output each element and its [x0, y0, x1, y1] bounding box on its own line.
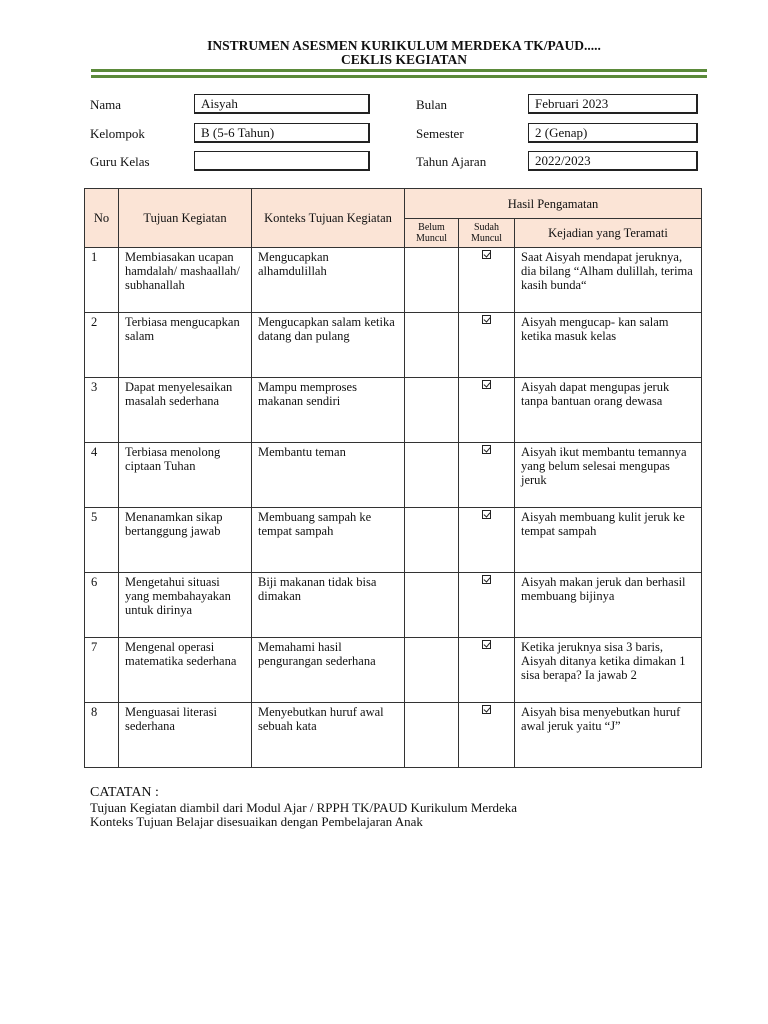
row-kejadian: [515, 638, 702, 703]
checklist-body: [85, 248, 702, 768]
checked-box-icon: [482, 250, 491, 259]
row-no: [85, 638, 119, 703]
row-belum-muncul[interactable]: [405, 573, 459, 638]
row-kejadian-text: Ketika jeruknya sisa 3 baris, Aisyah ditanya ketika dimakan 1 sisa berapa? Ia jawab 2: [521, 640, 686, 682]
table-row: [85, 638, 702, 703]
tahun-ajaran-field[interactable]: 2022/2023: [528, 151, 698, 171]
row-tujuan-text: Menanamkan sikap bertanggung jawab: [125, 510, 223, 538]
row-belum-muncul[interactable]: [405, 703, 459, 768]
row-kejadian: [515, 573, 702, 638]
row-sudah-muncul[interactable]: [459, 703, 515, 768]
row-no-text: 8: [91, 705, 98, 719]
row-konteks: [252, 248, 405, 313]
row-konteks: [252, 313, 405, 378]
table-row: [85, 313, 702, 378]
row-konteks: [252, 443, 405, 508]
row-sudah-muncul[interactable]: [459, 248, 515, 313]
notes-line-2: Konteks Tujuan Belajar disesuaikan dengan Pembelajaran Anak: [90, 814, 423, 829]
checked-box-icon: [482, 380, 491, 389]
row-konteks: [252, 508, 405, 573]
row-no-text: 3: [91, 380, 98, 394]
bulan-label: Bulan: [416, 97, 448, 112]
notes-line-1: Tujuan Kegiatan diambil dari Modul Ajar / RPPH TK/PAUD Kurikulum Merdeka: [90, 800, 518, 815]
row-kejadian: [515, 248, 702, 313]
row-tujuan-text: Terbiasa mengucapkan salam: [125, 315, 240, 343]
row-no: [85, 703, 119, 768]
guru-kelas-label: Guru Kelas: [90, 154, 150, 169]
row-konteks: [252, 703, 405, 768]
bulan-field[interactable]: Februari 2023: [528, 94, 698, 114]
document-title: [0, 39, 768, 67]
row-kejadian: [515, 313, 702, 378]
row-no: [85, 573, 119, 638]
nama-field[interactable]: Aisyah: [194, 94, 370, 114]
row-no-text: 1: [91, 250, 98, 264]
table-row: [85, 703, 702, 768]
row-tujuan: [119, 573, 252, 638]
row-kejadian-text: Aisyah mengucap- kan salam ketika masuk kelas: [521, 315, 669, 343]
title-divider-top: [91, 69, 707, 72]
row-no-text: 6: [91, 575, 98, 589]
row-konteks: [252, 638, 405, 703]
checked-box-icon: [482, 640, 491, 649]
semester-label: Semester: [416, 126, 464, 141]
table-row: [85, 508, 702, 573]
checklist-table: [84, 188, 702, 768]
table-row: [85, 248, 702, 313]
row-no-text: 5: [91, 510, 98, 524]
header-tujuan: Tujuan Kegiatan: [119, 189, 252, 248]
row-tujuan-text: Terbiasa menolong ciptaan Tuhan: [125, 445, 221, 473]
row-belum-muncul[interactable]: [405, 508, 459, 573]
row-sudah-muncul[interactable]: [459, 443, 515, 508]
row-sudah-muncul[interactable]: [459, 378, 515, 443]
row-konteks-text: Membantu teman: [258, 445, 346, 459]
row-konteks-text: Biji makanan tidak bisa dimakan: [258, 575, 377, 603]
tahun-ajaran-label: Tahun Ajaran: [416, 154, 487, 169]
row-tujuan-text: Mengetahui situasi yang membahayakan untuk dirinya: [125, 575, 231, 617]
row-no-text: 7: [91, 640, 98, 654]
row-kejadian-text: Aisyah dapat mengupas jeruk tanpa bantuan orang dewasa: [521, 380, 670, 408]
header-sudah-muncul: Sudah Muncul: [459, 219, 515, 248]
row-belum-muncul[interactable]: [405, 313, 459, 378]
row-konteks: [252, 378, 405, 443]
nama-label: Nama: [90, 97, 122, 112]
row-kejadian-text: Aisyah makan jeruk dan berhasil membuang bijinya: [521, 575, 686, 603]
row-no-text: 4: [91, 445, 98, 459]
row-belum-muncul[interactable]: [405, 378, 459, 443]
title-line-2: CEKLIS KEGIATAN: [341, 52, 467, 67]
checked-box-icon: [482, 445, 491, 454]
row-kejadian: [515, 378, 702, 443]
row-tujuan: [119, 378, 252, 443]
row-tujuan-text: Dapat menyelesaikan masalah sederhana: [125, 380, 233, 408]
row-sudah-muncul[interactable]: [459, 508, 515, 573]
checked-box-icon: [482, 575, 491, 584]
row-belum-muncul[interactable]: [405, 443, 459, 508]
checked-box-icon: [482, 705, 491, 714]
row-no: [85, 248, 119, 313]
row-tujuan-text: Menguasai literasi sederhana: [125, 705, 217, 733]
row-no: [85, 443, 119, 508]
row-tujuan-text: Membiasakan ucapan hamdalah/ mashaallah/ subhanallah: [125, 250, 240, 292]
checked-box-icon: [482, 315, 491, 324]
notes-heading: CATATAN :: [90, 785, 159, 800]
semester-field[interactable]: 2 (Genap): [528, 123, 698, 143]
row-kejadian: [515, 443, 702, 508]
row-kejadian-text: Aisyah bisa menyebutkan huruf awal jeruk yaitu “J”: [521, 705, 681, 733]
row-kejadian: [515, 703, 702, 768]
kelompok-label: Kelompok: [90, 126, 145, 141]
header-belum-muncul: Belum Muncul: [405, 219, 459, 248]
row-kejadian-text: Aisyah ikut membantu temannya yang belum selesai mengupas jeruk: [521, 445, 687, 487]
row-konteks-text: Mampu memproses makanan sendiri: [258, 380, 357, 408]
row-belum-muncul[interactable]: [405, 248, 459, 313]
row-konteks-text: Menyebutkan huruf awal sebuah kata: [258, 705, 384, 733]
row-tujuan: [119, 248, 252, 313]
row-sudah-muncul[interactable]: [459, 313, 515, 378]
row-belum-muncul[interactable]: [405, 638, 459, 703]
row-no: [85, 313, 119, 378]
row-tujuan-text: Mengenal operasi matematika sederhana: [125, 640, 237, 668]
row-tujuan: [119, 638, 252, 703]
row-no: [85, 378, 119, 443]
row-kejadian-text: Saat Aisyah mendapat jeruknya, dia bilang “Alham dulillah, terima kasih bunda“: [521, 250, 693, 292]
title-divider-bottom: [91, 75, 707, 78]
row-kejadian-text: Aisyah membuang kulit jeruk ke tempat sampah: [521, 510, 685, 538]
row-konteks-text: Mengucapkan salam ketika datang dan pulang: [258, 315, 395, 343]
row-kejadian: [515, 508, 702, 573]
table-row: [85, 573, 702, 638]
table-row: [85, 443, 702, 508]
title-line-1: INSTRUMEN ASESMEN KURIKULUM MERDEKA TK/PAUD.....: [207, 38, 601, 53]
header-hasil-pengamatan: Hasil Pengamatan: [405, 189, 702, 219]
row-tujuan: [119, 703, 252, 768]
row-no-text: 2: [91, 315, 98, 329]
row-tujuan: [119, 313, 252, 378]
row-tujuan: [119, 508, 252, 573]
header-konteks: Konteks Tujuan Kegiatan: [252, 189, 405, 248]
row-sudah-muncul[interactable]: [459, 638, 515, 703]
row-konteks: [252, 573, 405, 638]
row-konteks-text: Memahami hasil pengurangan sederhana: [258, 640, 376, 668]
checked-box-icon: [482, 510, 491, 519]
row-konteks-text: Mengucapkan alhamdulillah: [258, 250, 329, 278]
table-row: [85, 378, 702, 443]
kelompok-field[interactable]: B (5-6 Tahun): [194, 123, 370, 143]
row-no: [85, 508, 119, 573]
header-kejadian: Kejadian yang Teramati: [515, 219, 702, 248]
header-no: No: [85, 189, 119, 248]
notes: [90, 785, 517, 829]
row-sudah-muncul[interactable]: [459, 573, 515, 638]
row-tujuan: [119, 443, 252, 508]
row-konteks-text: Membuang sampah ke tempat sampah: [258, 510, 372, 538]
guru-kelas-field[interactable]: [194, 151, 370, 171]
